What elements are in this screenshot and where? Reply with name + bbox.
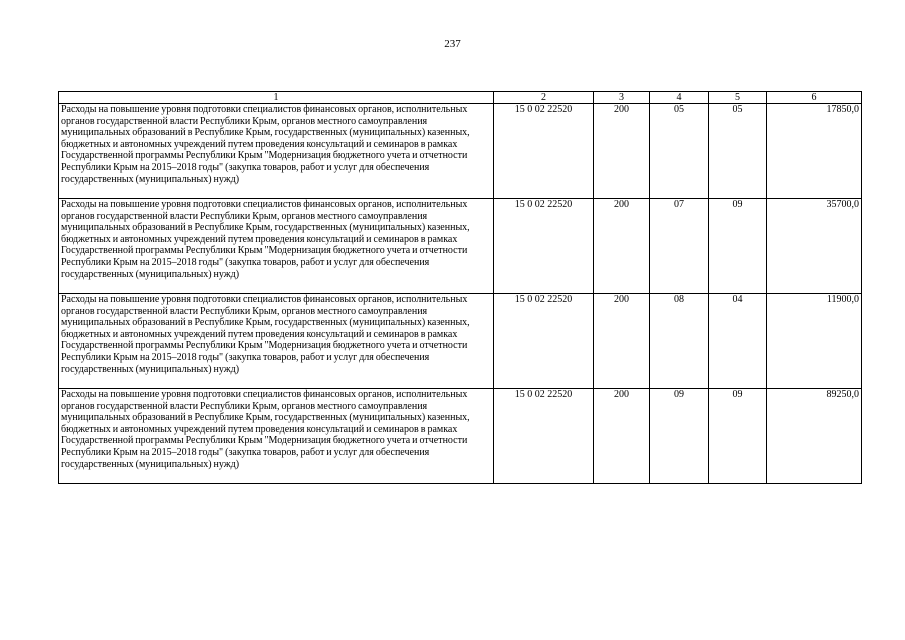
row-target-code: 15 0 02 22520 <box>494 104 594 199</box>
row-target-code: 15 0 02 22520 <box>494 389 594 484</box>
table-row <box>59 104 862 199</box>
row-subsection: 09 <box>709 199 767 294</box>
column-header-6: 6 <box>767 92 862 104</box>
row-subsection: 05 <box>709 104 767 199</box>
row-description: Расходы на повышение уровня подготовки специалистов финансовых органов, исполнительных органов государственной власти Республики Крым, органов местного самоуправления муниципальных образований в Республике Крым, государственных (муниципальных) казенных, бюджетных и автономных учреждений путем проведения консультаций и семинаров в рамках Государственной программы Республики Крым "Модернизация бюджетного учета и отчетности Республики Крым на 2015–2018 годы" (закупка товаров, работ и услуг для обеспечения государственных (муниципальных) нужд) <box>59 104 494 199</box>
column-header-4: 4 <box>650 92 709 104</box>
header-row <box>59 92 862 104</box>
row-amount: 89250,0 <box>767 389 862 484</box>
row-amount: 11900,0 <box>767 294 862 389</box>
column-header-2: 2 <box>494 92 594 104</box>
row-section: 05 <box>650 104 709 199</box>
row-subsection: 04 <box>709 294 767 389</box>
row-expense-type: 200 <box>594 104 650 199</box>
table-row <box>59 389 862 484</box>
row-description: Расходы на повышение уровня подготовки специалистов финансовых органов, исполнительных органов государственной власти Республики Крым, органов местного самоуправления муниципальных образований в Республике Крым, государственных (муниципальных) казенных, бюджетных и автономных учреждений путем проведения консультаций и семинаров в рамках Государственной программы Республики Крым "Модернизация бюджетного учета и отчетности Республики Крым на 2015–2018 годы" (закупка товаров, работ и услуг для обеспечения государственных (муниципальных) нужд) <box>59 389 494 484</box>
row-target-code: 15 0 02 22520 <box>494 199 594 294</box>
row-expense-type: 200 <box>594 199 650 294</box>
row-subsection: 09 <box>709 389 767 484</box>
column-header-1: 1 <box>59 92 494 104</box>
row-amount: 17850,0 <box>767 104 862 199</box>
row-section: 07 <box>650 199 709 294</box>
row-expense-type: 200 <box>594 389 650 484</box>
column-header-5: 5 <box>709 92 767 104</box>
row-description: Расходы на повышение уровня подготовки специалистов финансовых органов, исполнительных органов государственной власти Республики Крым, органов местного самоуправления муниципальных образований в Республике Крым, государственных (муниципальных) казенных, бюджетных и автономных учреждений путем проведения консультаций и семинаров в рамках Государственной программы Республики Крым "Модернизация бюджетного учета и отчетности Республики Крым на 2015–2018 годы" (закупка товаров, работ и услуг для обеспечения государственных (муниципальных) нужд) <box>59 199 494 294</box>
row-target-code: 15 0 02 22520 <box>494 294 594 389</box>
table-row <box>59 294 862 389</box>
row-description: Расходы на повышение уровня подготовки специалистов финансовых органов, исполнительных органов государственной власти Республики Крым, органов местного самоуправления муниципальных образований в Республике Крым, государственных (муниципальных) казенных, бюджетных и автономных учреждений путем проведения консультаций и семинаров в рамках Государственной программы Республики Крым "Модернизация бюджетного учета и отчетности Республики Крым на 2015–2018 годы" (закупка товаров, работ и услуг для обеспечения государственных (муниципальных) нужд) <box>59 294 494 389</box>
table-row <box>59 199 862 294</box>
row-amount: 35700,0 <box>767 199 862 294</box>
budget-table <box>58 91 862 484</box>
row-section: 09 <box>650 389 709 484</box>
row-expense-type: 200 <box>594 294 650 389</box>
row-section: 08 <box>650 294 709 389</box>
page-number: 237 <box>444 38 461 50</box>
column-header-3: 3 <box>594 92 650 104</box>
